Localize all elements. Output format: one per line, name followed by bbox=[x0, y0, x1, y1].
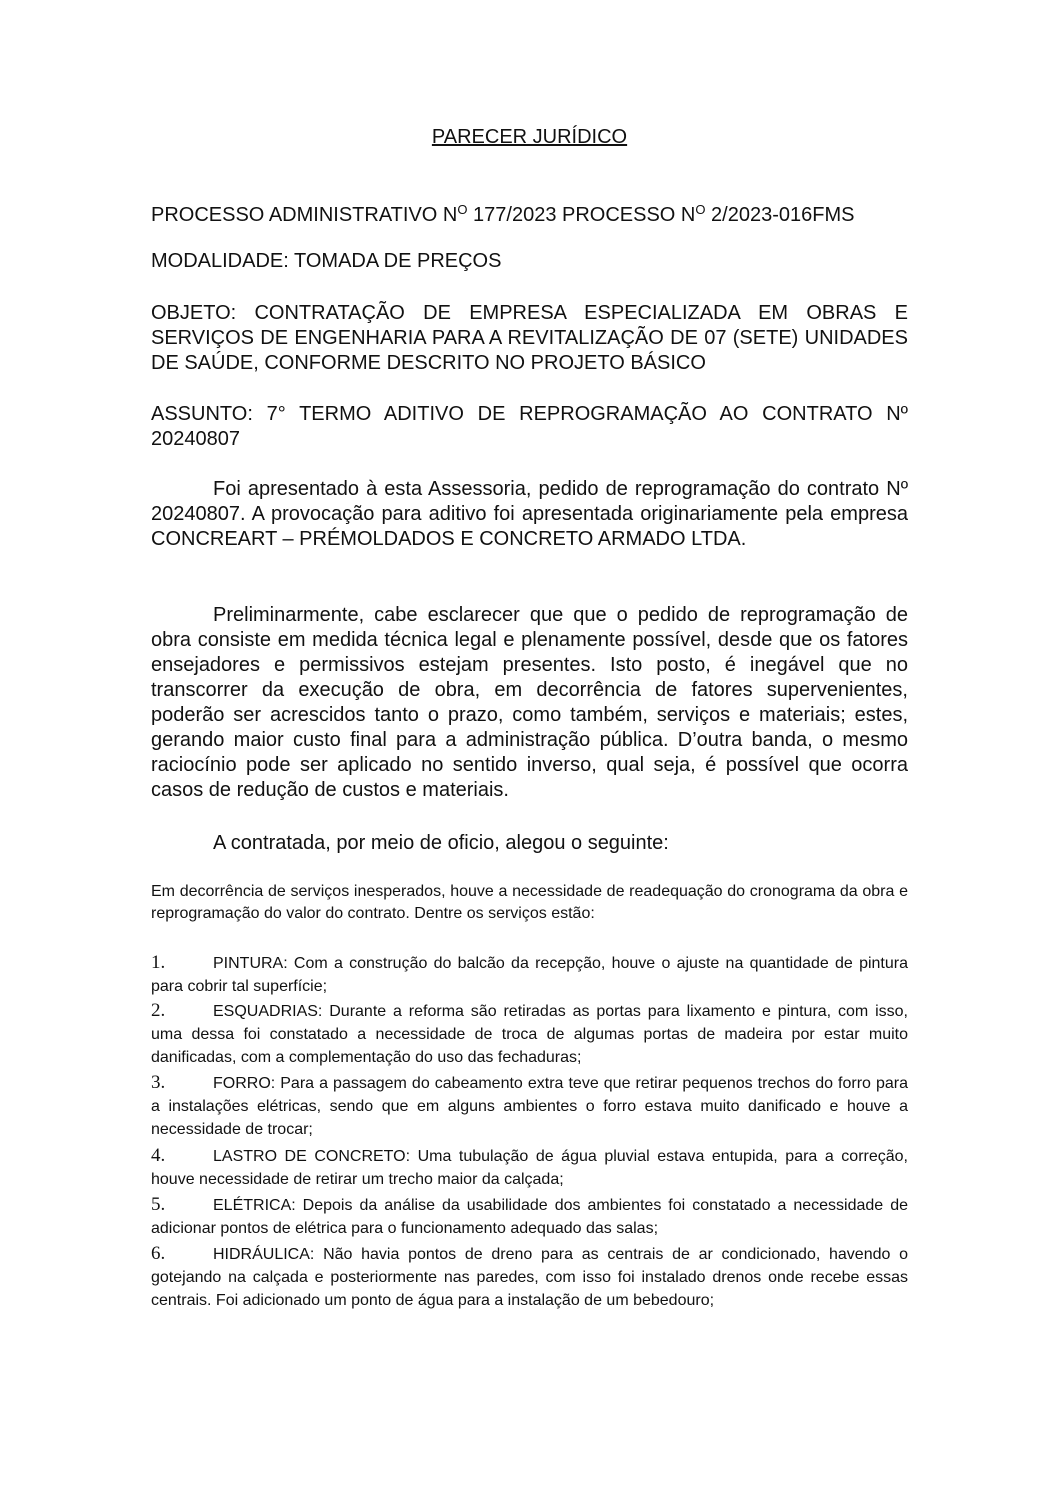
processo-sup2: O bbox=[695, 202, 706, 217]
list-item-text: FORRO: Para a passagem do cabeamento extra teve que retirar pequenos trechos do forro para a instalações elétricas, sendo que em alguns ambientes o forro estava muito danificado e houve a necessidade de trocar; bbox=[151, 1075, 908, 1138]
body-paragraph-2: Preliminarmente, cabe esclarecer que que o pedido de reprogramação de obra consiste em medida técnica legal e plenamente possível, desde que os fatores ensejadores e permissivos estejam presentes. Isto posto, é inegável que no transcorrer da execução de obra, em decorrência de fatores supervenientes, poderão ser acrescidos tanto o prazo, como também, serviços e materiais; estes, gerando maior custo final para a administração pública. D’outra banda, o mesmo raciocínio pode ser aplicado no sentido inverso, qual seja, é possível que ocorra casos de redução de custos e materiais. bbox=[151, 604, 908, 801]
list-item-number: 4. bbox=[151, 1145, 166, 1166]
processo-sup1: O bbox=[457, 202, 468, 217]
list-item bbox=[151, 1071, 908, 1141]
list-item-text: PINTURA: Com a construção do balcão da recepção, houve o ajuste na quantidade de pintura para cobrir tal superfície; bbox=[151, 955, 908, 995]
list-item-number: 1. bbox=[151, 952, 166, 973]
list-item bbox=[151, 951, 908, 998]
list-item-number: 2. bbox=[151, 1000, 166, 1021]
processo-part1: PROCESSO ADMINISTRATIVO N bbox=[151, 204, 458, 226]
list-item bbox=[151, 999, 908, 1069]
list-item-text: ESQUADRIAS: Durante a reforma são retiradas as portas para lixamento e pintura, com isso, uma dessa foi constatado a necessidade de troca de algumas portas de madeira por estar muito danificadas, com a complementação do uso das fechaduras; bbox=[151, 1003, 908, 1066]
processo-part3: 2/2023-016FMS bbox=[705, 204, 855, 226]
list-item-number: 3. bbox=[151, 1072, 166, 1093]
processo-line bbox=[151, 197, 908, 228]
list-item-text: LASTRO DE CONCRETO: Uma tubulação de água pluvial estava entupida, para a correção, houve necessidade de retirar um trecho maior da calçada; bbox=[151, 1148, 908, 1188]
list-item-text: HIDRÁULICA: Não havia pontos de dreno para as centrais de ar condicionado, havendo o gotejando na calçada e posteriormente nas paredes, com isso foi instalado drenos onde recebe essas centrais. Foi adicionado um ponto de água para a instalação de um bebedouro; bbox=[151, 1246, 908, 1309]
body-paragraph-1: Foi apresentado à esta Assessoria, pedido de reprogramação do contrato Nº 20240807. A provocação para aditivo foi apresentada originariamente pela empresa CONCREART – PRÉMOLDADOS E CONCRETO ARMADO LTDA. bbox=[151, 478, 908, 550]
list-item-number: 5. bbox=[151, 1194, 166, 1215]
quote-intro: Em decorrência de serviços inesperados, houve a necessidade de readequação do cronograma da obra e reprogramação do valor do contrato. Dentre os serviços estão: bbox=[151, 883, 908, 922]
document-title: PARECER JURÍDICO bbox=[431, 126, 628, 148]
modalidade-line: MODALIDADE: TOMADA DE PREÇOS bbox=[151, 250, 502, 272]
objeto-paragraph: OBJETO: CONTRATAÇÃO DE EMPRESA ESPECIALIZADA EM OBRAS E SERVIÇOS DE ENGENHARIA PARA A REVITALIZAÇÃO DE 07 (SETE) UNIDADES DE SAÚDE, CONFORME DESCRITO NO PROJETO BÁSICO bbox=[151, 302, 908, 374]
list-item bbox=[151, 1193, 908, 1240]
list-item-number: 6. bbox=[151, 1243, 166, 1264]
list-item bbox=[151, 1242, 908, 1312]
body-paragraph-3: A contratada, por meio de oficio, alegou o seguinte: bbox=[213, 832, 669, 854]
list-item bbox=[151, 1144, 908, 1191]
assunto-paragraph: ASSUNTO: 7° TERMO ADITIVO DE REPROGRAMAÇÃO AO CONTRATO Nº 20240807 bbox=[151, 403, 908, 450]
processo-part2: 177/2023 PROCESSO N bbox=[467, 204, 696, 226]
list-item-text: ELÉTRICA: Depois da análise da usabilidade dos ambientes foi constatado a necessidade de adicionar pontos de elétrica para o funcionamento adequado das salas; bbox=[151, 1197, 908, 1237]
